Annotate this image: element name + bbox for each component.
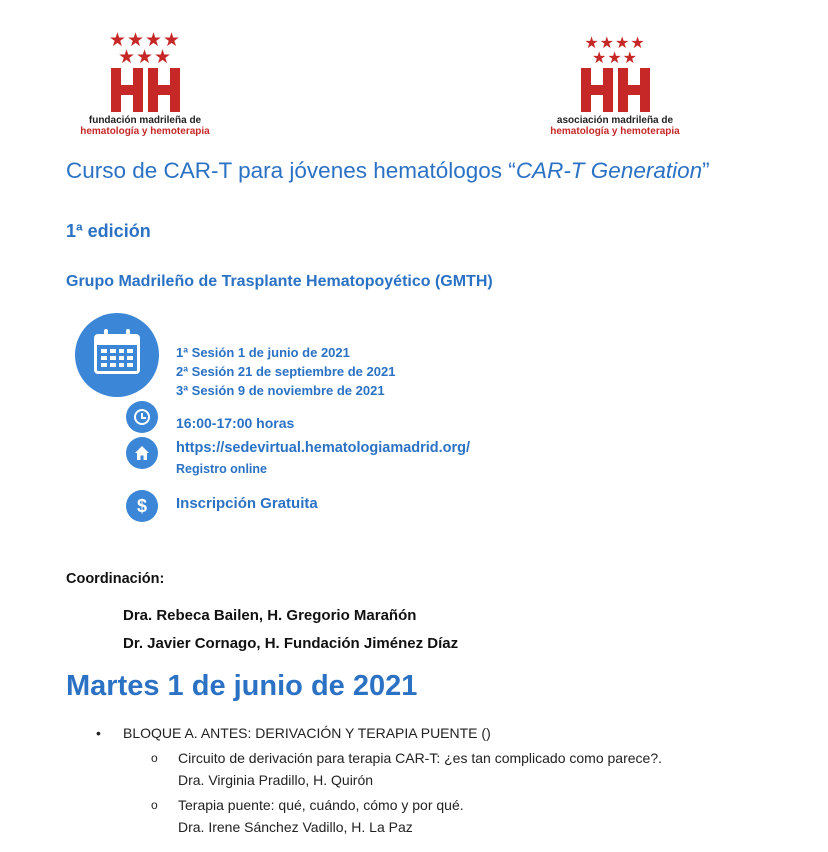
talk-speaker: Dra. Irene Sánchez Vadillo, H. La Paz bbox=[178, 819, 413, 835]
coordination-heading: Coordinación: bbox=[66, 571, 165, 587]
logo-stars: ★★★★ ★★★ bbox=[584, 35, 646, 67]
block-title: BLOQUE A. ANTES: DERIVACIÓN Y TERAPIA PUENTE () bbox=[123, 725, 491, 741]
bullet-icon: • bbox=[96, 725, 101, 741]
session-time: 16:00-17:00 horas bbox=[176, 415, 295, 431]
day-title: Martes 1 de junio de 2021 bbox=[66, 670, 418, 702]
coordinator-2: Dr. Javier Cornago, H. Fundación Jiménez Díaz bbox=[123, 635, 459, 652]
logo-line2: hematología y hemoterapia bbox=[550, 126, 680, 137]
logo-hh-mark bbox=[62, 68, 228, 112]
talk-speaker: Dra. Virginia Pradillo, H. Quirón bbox=[178, 772, 374, 788]
group-name: Grupo Madrileño de Trasplante Hematopoyético (GMTH) bbox=[66, 273, 493, 290]
calendar-icon bbox=[75, 313, 159, 397]
logo-stars: ★★★★ ★★★ bbox=[108, 30, 182, 68]
logo-line1: asociación madrileña de bbox=[556, 115, 674, 126]
talk-title: Terapia puente: qué, cuándo, cómo y por qué. bbox=[178, 797, 464, 813]
logo-line1: fundación madrileña de bbox=[88, 115, 202, 126]
session-list bbox=[176, 343, 395, 400]
edition-label: 1ª edición bbox=[66, 221, 151, 241]
logo-asociacion bbox=[530, 36, 700, 137]
fee-label: Inscripción Gratuita bbox=[176, 495, 318, 512]
talk-title: Circuito de derivación para terapia CAR-T: ¿es tan complicado como parece?. bbox=[178, 750, 663, 766]
registration-label: Registro online bbox=[176, 462, 267, 476]
website-link[interactable]: https://sedevirtual.hematologiamadrid.org/ bbox=[176, 440, 471, 456]
home-icon bbox=[126, 437, 158, 469]
coordinator-1: Dra. Rebeca Bailen, H. Gregorio Marañón bbox=[123, 607, 417, 624]
circle-bullet-icon: o bbox=[151, 751, 158, 765]
session-2: 2ª Sesión 21 de septiembre de 2021 bbox=[176, 364, 396, 379]
circle-bullet-icon: o bbox=[151, 798, 158, 812]
session-3: 3ª Sesión 9 de noviembre de 2021 bbox=[176, 383, 385, 398]
logo-line2: hematología y hemoterapia bbox=[80, 126, 210, 137]
session-1: 1ª Sesión 1 de junio de 2021 bbox=[176, 345, 350, 360]
logo-hh-mark bbox=[530, 68, 700, 112]
dollar-icon: $ bbox=[126, 490, 158, 522]
course-title: Curso de CAR-T para jóvenes hematólogos “CAR-T Generation” bbox=[66, 158, 710, 183]
logo-fundacion bbox=[62, 32, 228, 137]
clock-icon bbox=[126, 401, 158, 433]
